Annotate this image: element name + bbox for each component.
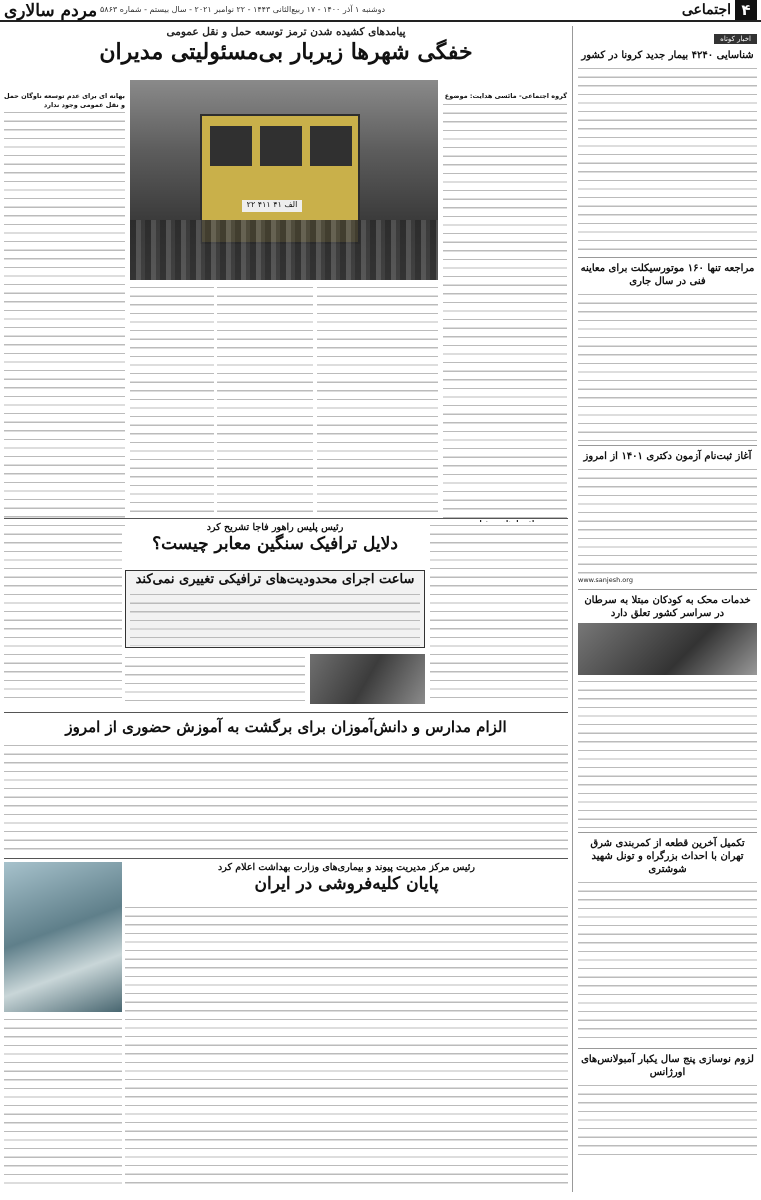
news-body [578,466,757,576]
divider [578,445,757,446]
traffic-photo [310,654,425,704]
main-body [217,284,313,514]
main-side-column [4,92,125,529]
divider [578,832,757,833]
news-body [578,65,757,253]
crowd-illustration [130,220,438,280]
news-body [578,291,757,441]
traffic-box-headline: ساعت اجرای محدودیت‌های ترافیکی تغییری نمی‌کند [135,572,415,587]
page-number: ۴ [735,0,757,20]
kidney-kicker: رئیس مرکز مدیریت پیوند و بیماری‌های وزارت بهداشت اعلام کرد [217,862,476,873]
traffic-box-body [130,591,420,646]
traffic-story [125,522,425,555]
news-title: مراجعه تنها ۱۶۰ موتورسیکلت برای معاینه فنی در سال جاری [580,263,755,287]
main-column-4 [130,284,214,514]
main-body [130,284,214,514]
kidney-story [125,862,568,895]
page-marker [682,0,757,20]
hospital-photo [4,862,122,1012]
main-column-2 [317,284,438,514]
news-title: خدمات محک به کودکان مبتلا به سرطان در سراسر کشور تعلق دارد [584,594,751,619]
news-title: تکمیل آخرین قطعه از کمربندی شرق تهران با احداث بزرگراه و تونل شهید شوشتری [590,837,745,875]
side-lead: بهانه ای برای عدم توسعه ناوگان حمل و نقل عمومی وجود ندارد [4,92,125,109]
divider [4,712,568,713]
bus-photo [130,80,438,280]
news-title: آغاز ثبت‌نام آزمون دکتری ۱۴۰۱ از امروز [583,451,752,462]
schools-text [4,742,568,852]
schools-body [4,742,568,852]
main-body [4,109,125,529]
main-kicker: پیامدهای کشیده شدن ترمز توسعه حمل و نقل عمومی [166,26,406,38]
newspaper-logo: مردم سالاری [4,1,98,21]
main-lead-column [443,92,567,557]
news-body [578,678,757,828]
short-news-tag: اخبار کوتاه [714,34,757,44]
news-title: شناسایی ۴۲۴۰ بیمار جدید کرونا در کشور [581,50,754,61]
traffic-column-1 [430,522,568,702]
divider [4,858,568,859]
main-column-3 [217,284,313,514]
traffic-kicker: رئیس پلیس راهور فاجا تشریح کرد [206,522,344,533]
traffic-body [4,522,122,702]
main-lead-label: گروه اجتماعی- مائسی هدایت: موضوع [444,92,567,100]
schools-story [4,716,568,738]
section-title: اجتماعی [681,2,731,18]
main-story [4,26,568,66]
news-photo [578,623,757,675]
kidney-side [4,1016,122,1188]
news-title: لزوم نوسازی پنج سال یکبار آمبولانس‌های اورژانس [581,1053,754,1078]
traffic-body [430,522,568,702]
website-link[interactable]: www.sanjesh.org [578,576,633,584]
traffic-column-side [4,522,122,702]
main-body [443,101,567,519]
divider [578,257,757,258]
news-body [578,879,757,1044]
news-body [578,1082,757,1162]
traffic-column-2 [125,654,305,704]
main-body [317,284,438,514]
traffic-headline: دلایل ترافیک سنگین معابر چیست؟ [152,534,398,554]
divider [578,589,757,590]
date-line: دوشنبه ۱ آذر ۱۴۰۰ - ۱۷ ربیع‌الثانی ۱۴۴۳ - ۲۲ نوامبر ۲۰۲۱ - سال بیستم - شماره ۵۸۶۳ [100,5,386,14]
schools-headline: الزام مدارس و دانش‌آموزان برای برگشت به آموزش حضوری از امروز [65,718,507,736]
kidney-body [125,904,568,1188]
short-news-column [572,26,757,1192]
kidney-headline: پایان کلیه‌فروشی در ایران [254,874,439,894]
main-headline: خفگی شهرها زیربار بی‌مسئولیتی مدیران [99,39,473,65]
kidney-text [125,904,568,1188]
kidney-text [4,1016,122,1188]
divider [4,518,568,519]
masthead [0,0,761,22]
traffic-body [125,654,305,704]
bus-plate: ۲۲ ۴۱۱ الف ۴۱ [242,200,302,212]
divider [578,1048,757,1049]
traffic-box [125,570,425,648]
